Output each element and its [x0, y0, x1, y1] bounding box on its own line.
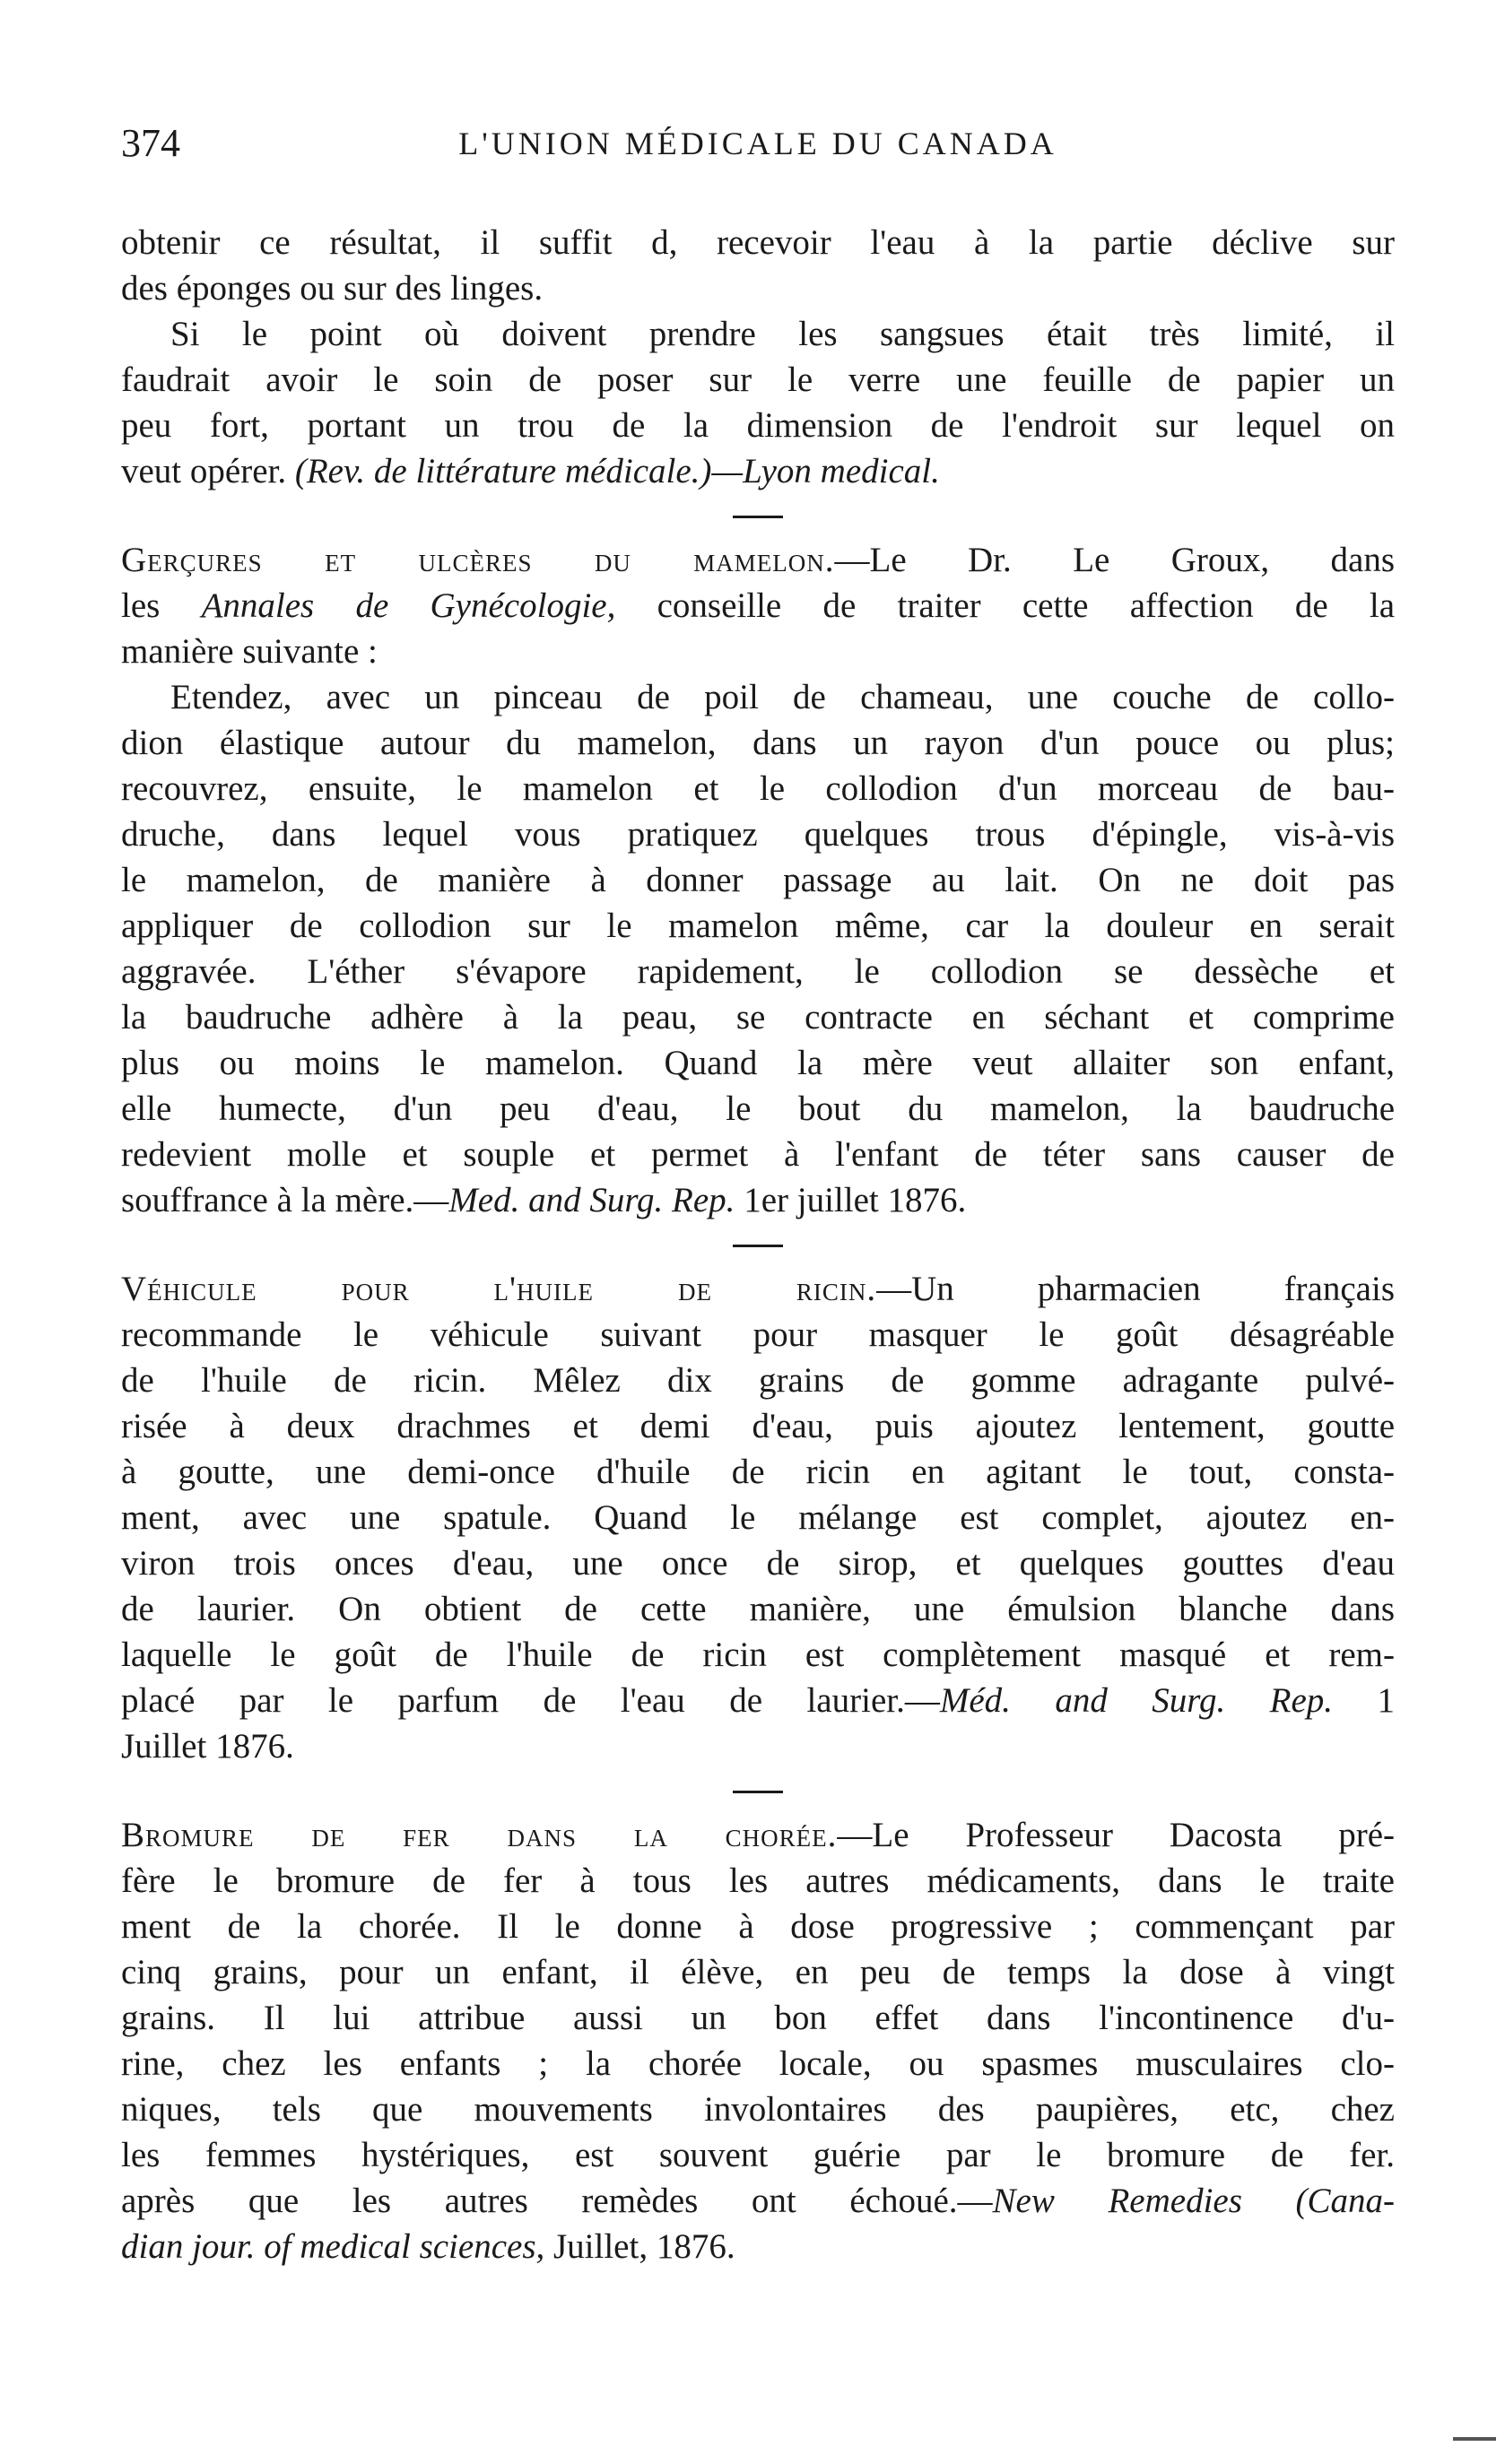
article-bromure: [121, 1812, 1395, 2269]
text-line: des éponges ou sur des linges.: [121, 269, 544, 308]
text-line: ment, avec une spatule. Quand le mélange est complet, ajoutez en-: [121, 1498, 1395, 1537]
text-line: de laurier. On obtient de cette manière, une émulsion blanche dans: [121, 1590, 1395, 1628]
source-citation: (Rev. de littérature médicale.)—Lyon medical.: [294, 452, 940, 490]
section-divider: [733, 516, 783, 518]
article-gercures: [121, 537, 1395, 1223]
text-line: dion élastique autour du mamelon, dans un rayon d'un pouce ou plus;: [121, 724, 1395, 762]
text-line: niques, tels que mouvements involontaires des paupières, etc, chez: [121, 2090, 1395, 2129]
text-line: ment de la chorée. Il le donne à dose progressive ; commençant par: [121, 1907, 1395, 1946]
article-vehicule: [121, 1266, 1395, 1769]
text-line: la baudruche adhère à la peau, se contracte en séchant et comprime: [121, 998, 1395, 1037]
text-line: Véhicule pour l'huile de ricin.—Un pharmacien français: [121, 1270, 1395, 1308]
section-divider: [733, 1791, 783, 1793]
text-line: Si le point où doivent prendre les sangsues était très limité, il: [170, 315, 1395, 353]
text-line: à goutte, une demi-once d'huile de ricin en agitant le tout, consta-: [121, 1453, 1395, 1491]
text-line: Bromure de fer dans la chorée.—Le Professeur Dacosta pré-: [121, 1816, 1395, 1854]
text-line: appliquer de collodion sur le mamelon même, car la douleur en serait: [121, 907, 1395, 945]
text-line: Gerçures et ulcères du mamelon.—Le Dr. Le Groux, dans: [121, 541, 1395, 579]
text-line: fère le bromure de fer à tous les autres médicaments, dans le traite: [121, 1861, 1395, 1900]
section-divider: [733, 1245, 783, 1247]
article-heading: Gerçures et ulcères du mamelon.: [121, 541, 835, 579]
running-head: [121, 117, 1395, 170]
journal-reference: Annales de Gynécologie,: [201, 586, 616, 625]
page-number: 374: [121, 121, 180, 165]
text-line: placé par le parfum de l'eau de laurier.—Méd. and Surg. Rep. 1: [121, 1681, 1395, 1720]
text-line: viron trois onces d'eau, une once de sirop, et quelques gouttes d'eau: [121, 1544, 1395, 1583]
source-citation: Méd. and Surg. Rep.: [939, 1681, 1334, 1720]
text-line: grains. Il lui attribue aussi un bon effet dans l'incontinence d'u-: [121, 1999, 1395, 2037]
text-line: de l'huile de ricin. Mêlez dix grains de gomme adragante pulvé-: [121, 1361, 1395, 1400]
text-line: Juillet 1876.: [121, 1727, 294, 1766]
source-citation: Med. and Surg. Rep.: [448, 1181, 735, 1219]
text-line: redevient molle et souple et permet à l'enfant de téter sans causer de: [121, 1135, 1395, 1174]
text-line: veut opérer. (Rev. de littérature médicale.)—Lyon medical.: [121, 452, 940, 490]
text-line: rine, chez les enfants ; la chorée locale, ou spasmes musculaires clo-: [121, 2044, 1395, 2083]
text-line: druche, dans lequel vous pratiquez quelques trous d'épingle, vis-à-vis: [121, 815, 1395, 854]
source-citation: dian jour. of medical sciences,: [121, 2227, 545, 2266]
text-line: aggravée. L'éther s'évapore rapidement, le collodion se dessèche et: [121, 952, 1395, 991]
text-line: risée à deux drachmes et demi d'eau, puis ajoutez lentement, goutte: [121, 1407, 1395, 1445]
text-line: recouvrez, ensuite, le mamelon et le collodion d'un morceau de bau-: [121, 769, 1395, 808]
text-line: cinq grains, pour un enfant, il élève, en peu de temps la dose à vingt: [121, 1953, 1395, 1991]
intro-paragraph: [121, 220, 1395, 494]
page-edge-mark: [1453, 2437, 1496, 2441]
text-line: les femmes hystériques, est souvent guérie par le bromure de fer.: [121, 2136, 1395, 2174]
text-line: peu fort, portant un trou de la dimension de l'endroit sur lequel on: [121, 406, 1395, 445]
text-line: obtenir ce résultat, il suffit d, recevoir l'eau à la partie déclive sur: [121, 223, 1395, 262]
text-line: souffrance à la mère.—Med. and Surg. Rep. 1er juillet 1876.: [121, 1181, 967, 1219]
text-line: recommande le véhicule suivant pour masquer le goût désagréable: [121, 1315, 1395, 1354]
text-line: après que les autres remèdes ont échoué.—New Remedies (Cana-: [121, 2182, 1395, 2220]
text-line: manière suivante :: [121, 632, 378, 671]
text-line: plus ou moins le mamelon. Quand la mère veut allaiter son enfant,: [121, 1044, 1395, 1082]
text-line: le mamelon, de manière à donner passage au lait. On ne doit pas: [121, 861, 1395, 899]
text-line: dian jour. of medical sciences, Juillet, 1876.: [121, 2227, 735, 2266]
journal-title: L'UNION MÉDICALE DU CANADA: [458, 126, 1057, 161]
text-line: elle humecte, d'un peu d'eau, le bout du mamelon, la baudruche: [121, 1089, 1395, 1128]
source-citation: New Remedies (Cana-: [992, 2182, 1395, 2220]
text-line: les Annales de Gynécologie, conseille de traiter cette affection de la: [121, 586, 1395, 625]
text-line: Etendez, avec un pinceau de poil de chameau, une couche de collo-: [170, 678, 1395, 716]
text-line: laquelle le goût de l'huile de ricin est complètement masqué et rem-: [121, 1635, 1395, 1674]
article-heading: Bromure de fer dans la chorée.: [121, 1816, 838, 1854]
body-text: [121, 220, 1395, 2269]
text-line: faudrait avoir le soin de poser sur le verre une feuille de papier un: [121, 360, 1395, 399]
article-heading: Véhicule pour l'huile de ricin.: [121, 1270, 877, 1308]
